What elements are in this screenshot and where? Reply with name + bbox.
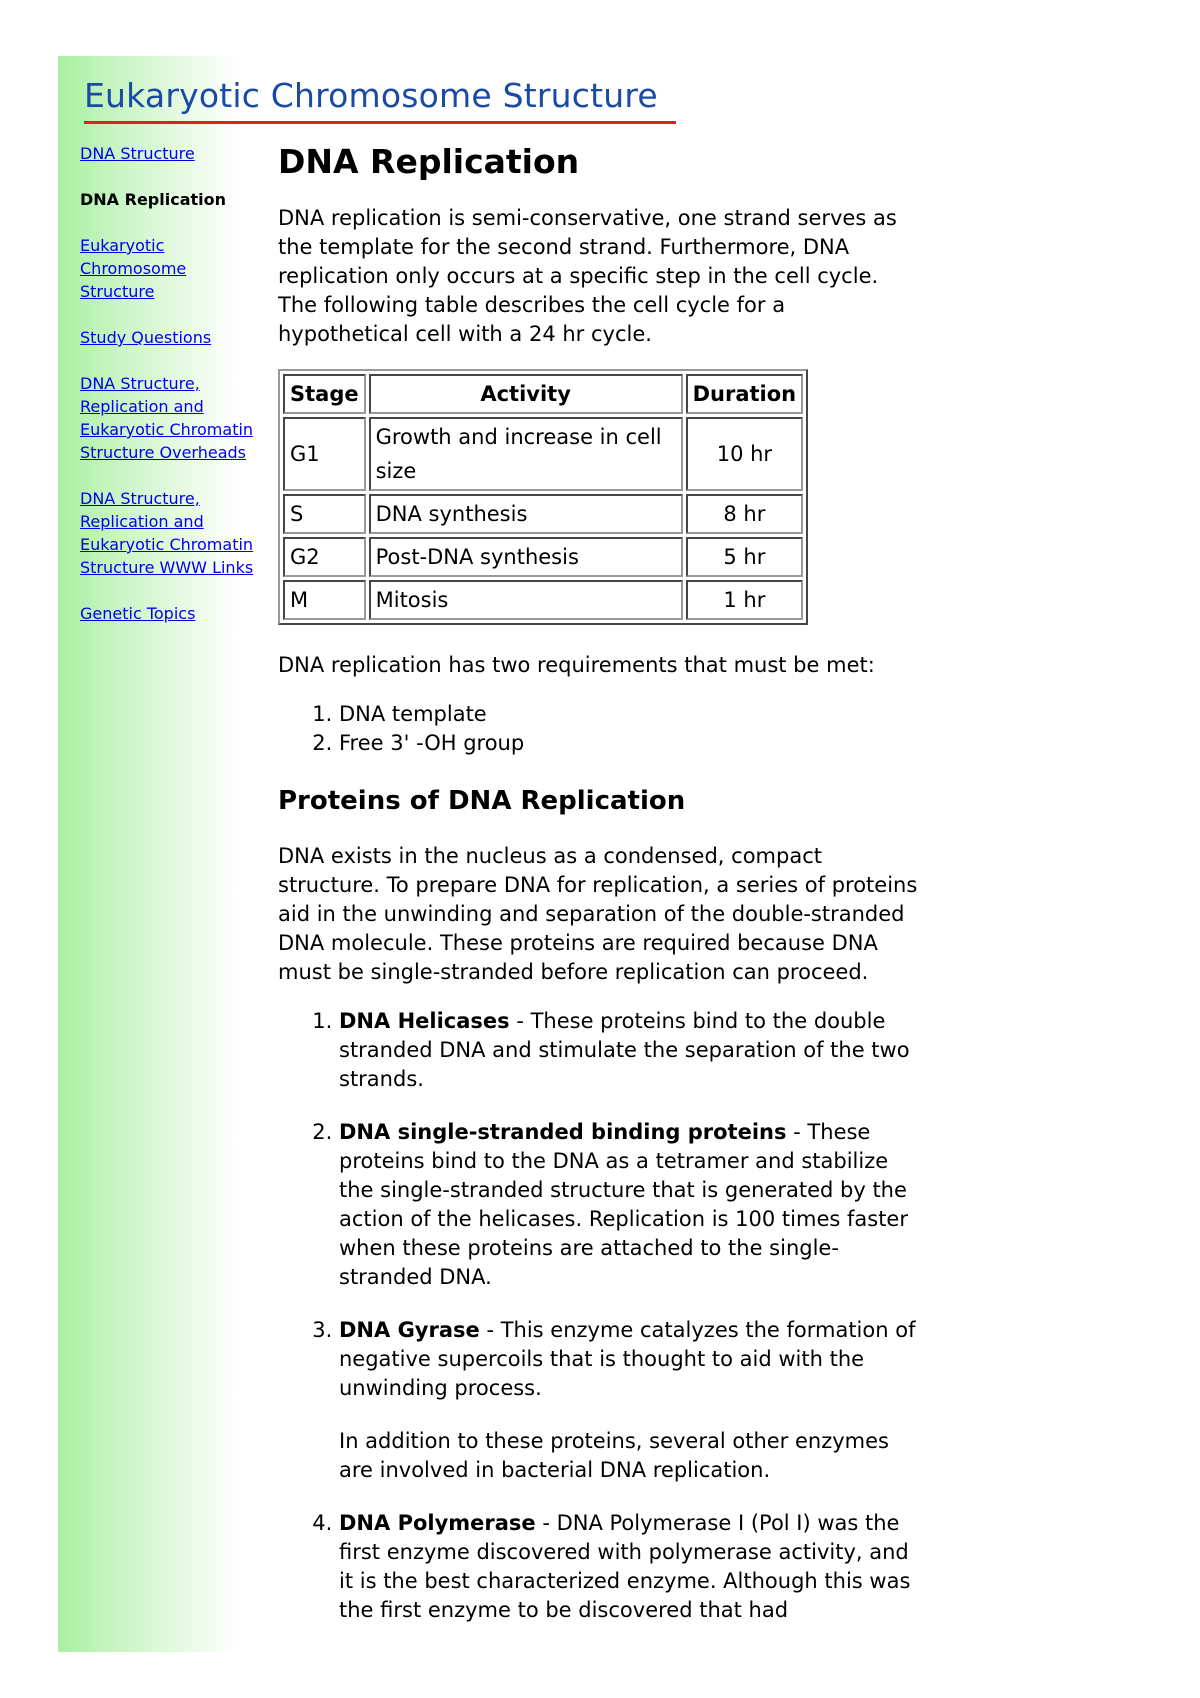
- page-title: DNA Replication: [278, 142, 580, 181]
- cell-cycle-table: [278, 369, 808, 625]
- list-item: 1. DNA template: [339, 700, 918, 729]
- table-row: [283, 537, 803, 577]
- protein-name: DNA Helicases: [339, 1009, 510, 1033]
- table-header-cell: Activity: [369, 374, 683, 414]
- protein-desc: - These proteins bind to the double stranded DNA and stimulate the separation of the two strands.: [339, 1009, 910, 1091]
- table-row: [283, 494, 803, 534]
- protein-name: DNA Gyrase: [339, 1318, 480, 1342]
- table-cell: S: [283, 494, 366, 534]
- protein-name: DNA Polymerase: [339, 1511, 536, 1535]
- sidebar-nav: [80, 142, 260, 648]
- sidebar-link-www-links[interactable]: DNA Structure, Replication and Eukaryotic Chromatin Structure WWW Links: [80, 489, 254, 577]
- table-row: [283, 580, 803, 620]
- sidebar-current-dna-replication: DNA Replication: [80, 190, 227, 209]
- main-content: [278, 142, 918, 1649]
- sidebar-link-genetic-topics[interactable]: Genetic Topics: [80, 604, 196, 623]
- protein-desc: - DNA Polymerase I (Pol I) was the first enzyme discovered with polymerase activity, and it is the best characterized enzyme. Although this was the first enzyme to be discovered that had: [339, 1511, 911, 1622]
- requirements-list: [278, 700, 918, 758]
- protein-extra-note: In addition to these proteins, several other enzymes are involved in bacterial DNA replication.: [339, 1429, 889, 1482]
- table-cell: G2: [283, 537, 366, 577]
- sidebar-link-eukaryotic-chromosome-structure[interactable]: Eukaryotic Chromosome Structure: [80, 236, 187, 301]
- table-cell: M: [283, 580, 366, 620]
- table-cell: Mitosis: [369, 580, 683, 620]
- banner-title: Eukaryotic Chromosome Structure: [84, 76, 658, 115]
- table-cell: 1 hr: [686, 580, 804, 620]
- list-item: [339, 1118, 918, 1292]
- table-header-row: [283, 374, 803, 414]
- table-row: [283, 417, 803, 491]
- table-cell: 5 hr: [686, 537, 804, 577]
- list-item: 2. Free 3' -OH group: [339, 729, 918, 758]
- list-item: [339, 1509, 918, 1625]
- intro-paragraph: DNA replication is semi-conservative, one strand serves as the template for the second strand. Furthermore, DNA replication only occurs at a specific step in the cell cycle. The following table describes the cell cycle for a hypothetical cell with a 24 hr cycle.: [278, 206, 897, 346]
- protein-desc: - These proteins bind to the DNA as a tetramer and stabilize the single-stranded structure that is generated by the action of the helicases. Replication is 100 times faster when these proteins are attached to the single-stranded DNA.: [339, 1120, 908, 1289]
- proteins-heading: Proteins of DNA Replication: [278, 786, 686, 816]
- proteins-intro: DNA exists in the nucleus as a condensed, compact structure. To prepare DNA for replication, a series of proteins aid in the unwinding and separation of the double-stranded DNA molecule. These proteins are required because DNA must be single-stranded before replication can proceed.: [278, 844, 918, 984]
- banner-underline: [84, 121, 676, 124]
- table-cell: Post-DNA synthesis: [369, 537, 683, 577]
- table-header-cell: Stage: [283, 374, 366, 414]
- requirements-intro: DNA replication has two requirements that must be met:: [278, 653, 875, 677]
- sidebar-link-dna-structure[interactable]: DNA Structure: [80, 144, 195, 163]
- sidebar-link-study-questions[interactable]: Study Questions: [80, 328, 212, 347]
- proteins-list: [278, 1007, 918, 1625]
- table-header-cell: Duration: [686, 374, 804, 414]
- list-item: [339, 1316, 918, 1485]
- list-item: [339, 1007, 918, 1094]
- protein-name: DNA single-stranded binding proteins: [339, 1120, 787, 1144]
- table-cell: G1: [283, 417, 366, 491]
- protein-desc: - This enzyme catalyzes the formation of negative supercoils that is thought to aid with the unwinding process.: [339, 1318, 916, 1400]
- table-cell: 10 hr: [686, 417, 804, 491]
- table-cell: Growth and increase in cell size: [369, 417, 683, 491]
- sidebar-link-overheads[interactable]: DNA Structure, Replication and Eukaryotic Chromatin Structure Overheads: [80, 374, 254, 462]
- table-cell: DNA synthesis: [369, 494, 683, 534]
- table-cell: 8 hr: [686, 494, 804, 534]
